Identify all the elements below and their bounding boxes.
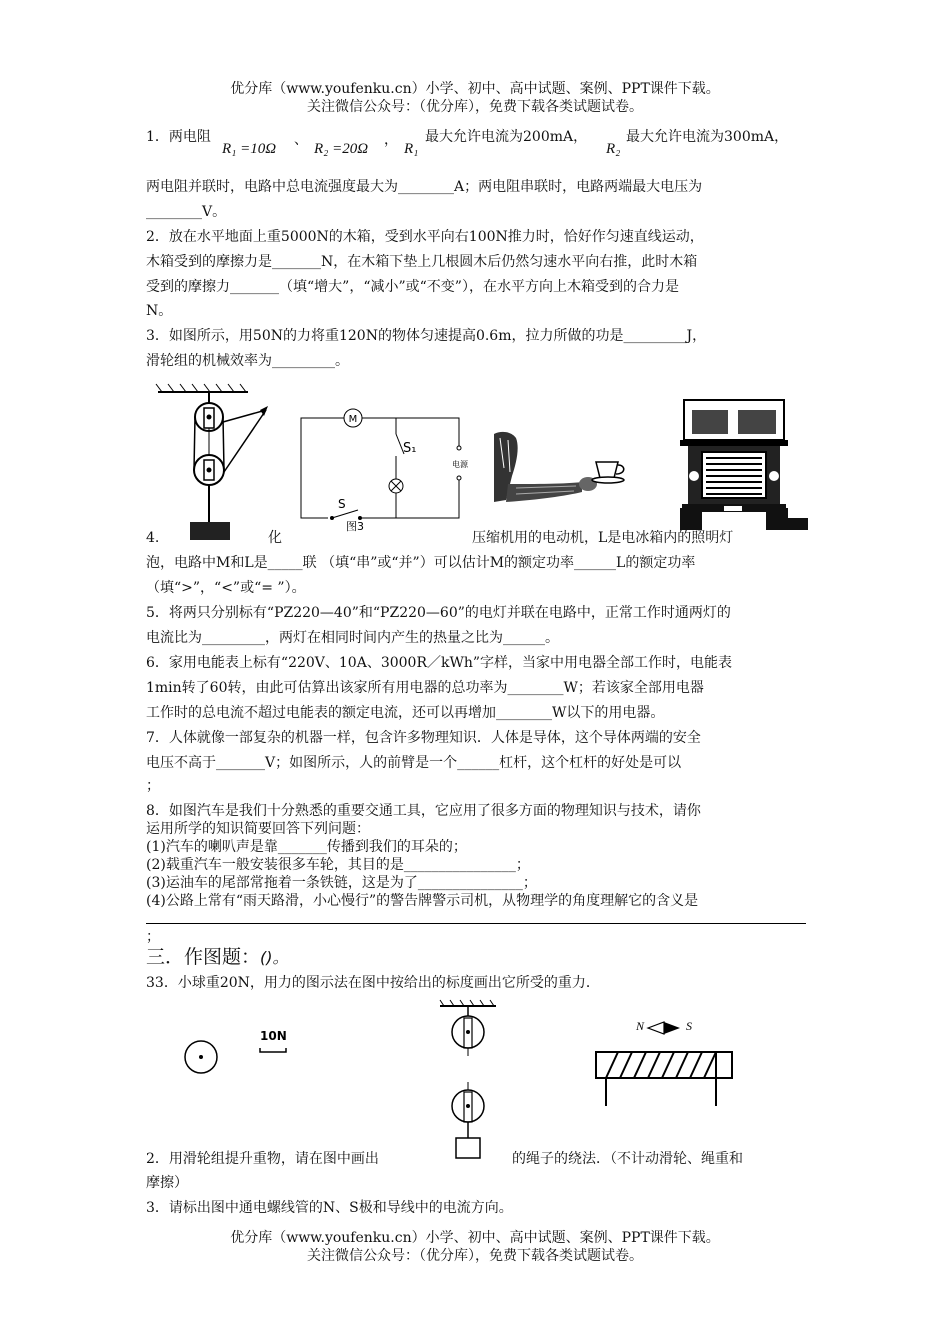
ball-gravity-figure [180,1026,302,1078]
q1-r1-symbol: R₁ [404,141,419,157]
q2-line-2: 木箱受到的摩擦力是_______N，在木箱下垫上几根圆木后仍然匀速水平向右推，此时木箱 [146,254,698,270]
pulley-system-figure [152,382,274,542]
q1-max-current-1: 最大允许电流为200mA， [425,129,588,145]
power-source-label: 电源 [452,460,468,469]
q8-line-2: 运用所学的知识简要回答下列问题： [146,821,370,837]
q4-line-1-start: 4. [146,530,160,546]
header-line-1: 优分库（www.youfenku.cn）小学、初中、高中试题、案例、PPT课件下载。 [230,81,720,97]
q4-line-3: （填“>”，“<”或“= ”）。 [146,580,306,596]
q8-item-1: (1)汽车的喇叭声是靠_______传播到我们的耳朵的； [146,839,467,855]
compass-n-label: N [636,1019,645,1033]
q6-line-3: 工作时的总电流不超过电能表的额定电流，还可以再增加________W以下的用电器。 [146,705,665,721]
section-3-title-text: 三．作图题： [146,946,261,968]
q5-line-2: 电流比为_________，两灯在相同时间内产生的热量之比为______。 [146,630,559,646]
q5-line-1: 5．将两只分别标有“PZ220—40”和“PZ220—60”的电灯并联在电路中，正常工作时通两灯的 [146,605,731,621]
pulley-set-figure [436,998,502,1166]
q8-line-1: 8．如图汽车是我们十分熟悉的重要交通工具，它应用了很多方面的物理知识与技术，请你 [146,803,701,819]
q2-line-3: 受到的摩擦力_______（填“增大”，“减小”或“不变”），在水平方向上木箱受到的合力是 [146,279,679,295]
truck-figure [676,396,810,532]
compass-s-label: S [686,1019,692,1033]
header-line-2: 关注微信公众号：（优分库），免费下载各类试题试卷。 [307,99,643,115]
motor-symbol-label: M [348,414,358,425]
draw-q2-line-2: 摩擦） [146,1175,188,1191]
q3-line-2: 滑轮组的机械效率为_________。 [146,353,349,369]
q6-line-1: 6．家用电能表上标有“220V、10A、3000R／kWh”字样，当家中用电器全部工作时，电能表 [146,655,733,671]
q8-answer-line [146,923,806,924]
q7-line-1: 7．人体就像一部复杂的机器一样，包含许多物理知识．人体是导体，这个导体两端的安全 [146,730,701,746]
q1-separator-2: ， [384,132,398,148]
footer-line-2: 关注微信公众号：（优分库），免费下载各类试题试卷。 [307,1248,643,1264]
q4-line-1-fragment: 化 [268,530,282,546]
q1-line-2: 两电阻并联时，电路中总电流强度最大为________A；两电阻串联时，电路两端最大电压为 [146,179,703,195]
q8-item-4-end: ； [146,929,160,945]
section-3-title-suffix: ()。 [260,948,289,967]
circuit-figure [298,404,468,532]
q3-line-1: 3．如图所示，用50N的力将重120N的物体匀速提高0.6m，拉力所做的功是_________J， [146,328,707,344]
draw-q2-line-1-end: 的绳子的绕法．（不计动滑轮、绳重和 [512,1151,743,1167]
q8-item-3: (3)运油车的尾部常拖着一条铁链，这是为了_______________； [146,875,537,891]
arm-lever-figure [486,428,626,510]
circuit-figure-caption: 图3 [346,520,364,532]
scale-label: 10N [260,1029,287,1043]
q2-line-1: 2．放在水平地面上重5000N的木箱，受到水平向右100N推力时，恰好作匀速直线运动， [146,229,704,245]
q7-line-3: ； [146,778,160,794]
q1-r2-equation: R₂ =20Ω [314,141,369,157]
draw-q1-text: 33．小球重20N，用力的图示法在图中按给出的标度画出它所受的重力． [146,975,600,991]
q8-item-2: (2)载重汽车一般安装很多车轮，其目的是________________； [146,857,530,873]
switch-s1-label: S₁ [403,441,417,456]
section-3-title [146,945,289,970]
q1-separator-1: 、 [294,132,308,148]
q7-line-2: 电压不高于_______V；如图所示，人的前臂是一个______杠杆，这个杠杆的好处是可以 [146,755,682,771]
q1-r1-equation: R₁ =10Ω [222,141,277,157]
q4-line-2: 泡，电路中M和L是_____联 （填“串”或“并”）可以估计M的额定功率______L的额定功率 [146,555,696,571]
footer-line-1: 优分库（www.youfenku.cn）小学、初中、高中试题、案例、PPT课件下载。 [230,1230,720,1246]
draw-q2-line-1-start: 2．用滑轮组提升重物，请在图中画出 [146,1151,379,1167]
q1-r2-symbol: R₂ [606,141,621,157]
q4-line-1-end: 压缩机用的电动机，L是电冰箱内的照明灯 [472,530,734,546]
q2-line-4: N。 [146,303,173,319]
solenoid-figure [590,1012,738,1110]
q1-line-3: ________V。 [146,204,227,220]
draw-q3-text: 3．请标出图中通电螺线管的N、S极和导线中的电流方向。 [146,1200,513,1216]
q6-line-2: 1min转了60转，由此可估算出该家所有用电器的总功率为________W；若该家全部用电器 [146,680,704,696]
switch-s-label: S [338,497,346,511]
q8-item-4: (4)公路上常有“雨天路滑，小心慢行”的警告牌警示司机，从物理学的角度理解它的含义是 [146,893,699,909]
q1-max-current-2: 最大允许电流为300mA， [626,129,789,145]
scale-bar [260,1048,286,1052]
q1-prefix: 1．两电阻 [146,129,211,145]
